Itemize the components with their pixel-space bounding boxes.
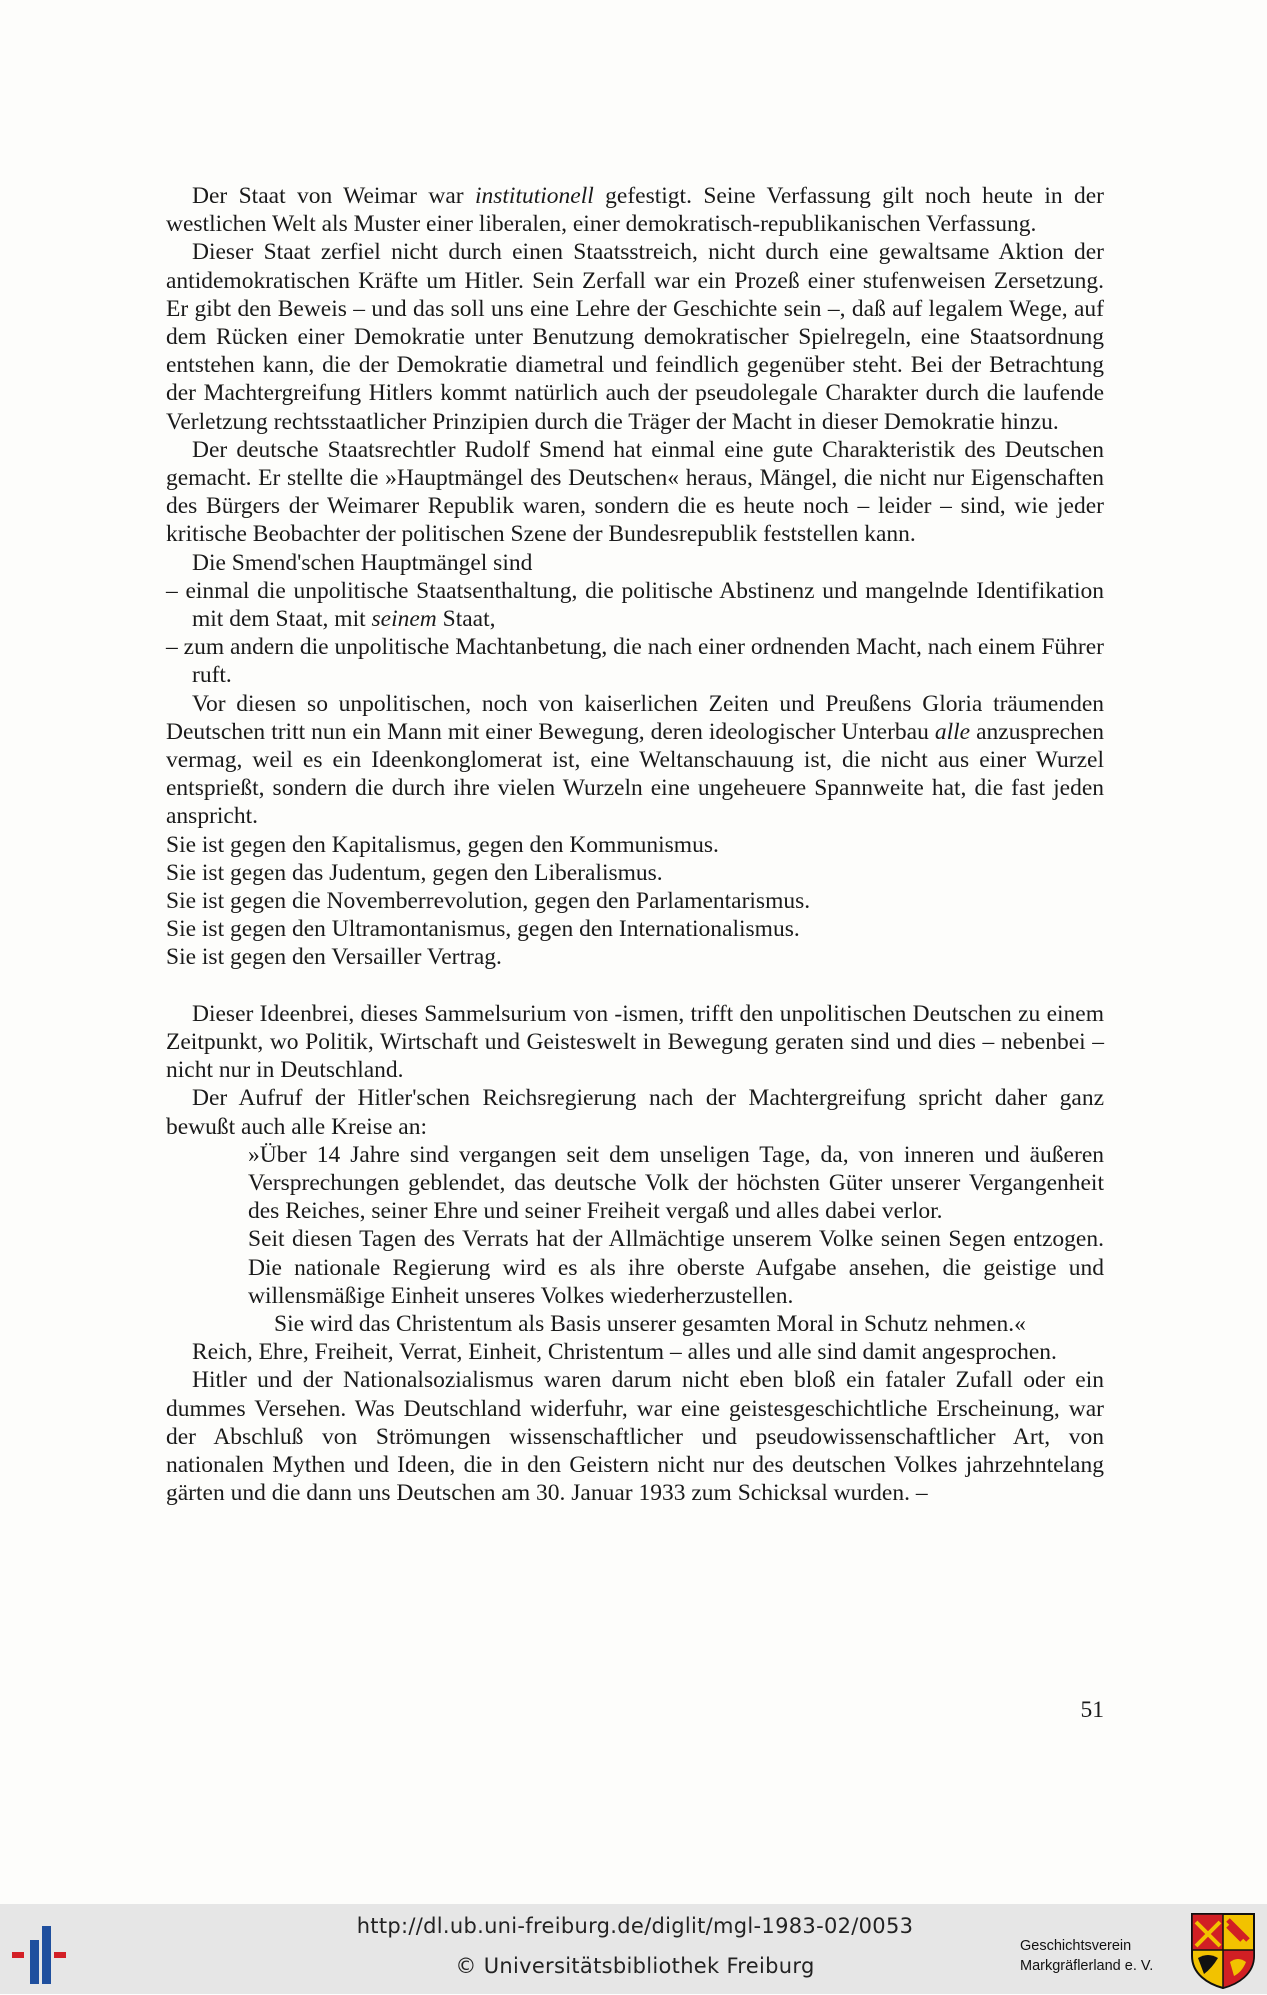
body-text xyxy=(166,182,1104,1507)
statement-line: Sie ist gegen den Kapitalismus, gegen den Kommunismus. xyxy=(166,831,719,858)
page-number: 51 xyxy=(1080,1697,1104,1723)
quote-paragraph: Sie wird das Christentum als Basis unserer gesamten Moral in Schutz nehmen.« xyxy=(274,1310,1026,1337)
paragraph xyxy=(166,182,1104,238)
paragraph: Dieser Staat zerfiel nicht durch einen Staatsstreich, nicht durch eine gewaltsame Aktion der antidemokratischen Kräfte um Hitler. Sein Zerfall war ein Prozeß einer stufenweisen Zersetzung. Er gibt den Beweis – und das soll uns eine Lehre der Geschichte sein –, daß auf legalem Wege, auf dem Rücken einer Demokratie unter Benutzung demokratischer Spielregeln, eine Staatsordnung entstehen kann, die der Demokratie diametral und feindlich gegenüber steht. Bei der Betrachtung der Machtergreifung Hitlers kommt natürlich auch der pseudolegale Charakter durch die laufende Verletzung rechtsstaatlicher Prinzipien durch die Träger der Macht in dieser Demokratie hinzu. xyxy=(166,239,1104,435)
statement-line: Sie ist gegen den Versailler Vertrag. xyxy=(166,944,502,971)
emphasis: seinem xyxy=(371,606,437,633)
text-span: – einmal die unpolitische Staatsenthaltung, die politische Abstinenz und mangelnde Identifikation mit dem Staat, mit xyxy=(166,577,1104,633)
emphasis: alle xyxy=(934,718,971,745)
text-span: gefestigt. Seine Verfassung gilt noch heute in der westlichen Welt als Muster einer liberalen, einer demokratisch-republikanischen Verfassung. xyxy=(166,183,1105,238)
text-span: anzusprechen vermag, weil es ein Ideenkonglomerat ist, eine Weltanschauung ist, die nicht aus einer Wurzel entsprießt, sondern die durch ihre vielen Wurzeln eine ungeheuere Spannweite hat, die fast jeden anspricht. xyxy=(166,718,1105,830)
spacer xyxy=(166,972,1104,1000)
paragraph: Reich, Ehre, Freiheit, Verrat, Einheit, Christentum – alles und alle sind damit angesprochen. xyxy=(192,1339,1057,1366)
society-name-line: Markgräflerland e. V. xyxy=(1020,1958,1154,1974)
list-item xyxy=(166,577,1104,633)
ub-freiburg-logo-icon[interactable] xyxy=(12,1926,82,1984)
quote-paragraph: »Über 14 Jahre sind vergangen seit dem unseligen Tage, da, von inneren und äußeren Versprechungen geblendet, das deutsche Volk der höchsten Güter unserer Vergangenheit des Reiches, seiner Ehre und seiner Freiheit vergaß und alles dabei verlor. xyxy=(248,1141,1104,1225)
paragraph: Der Aufruf der Hitler'schen Reichsregierung nach der Machtergreifung spricht daher ganz bewußt auch alle Kreise an: xyxy=(166,1085,1104,1140)
statement-line: Sie ist gegen die Novemberrevolution, gegen den Parlamentarismus. xyxy=(166,888,811,915)
paragraph xyxy=(166,690,1104,831)
paragraph: Hitler und der Nationalsozialismus waren darum nicht eben bloß ein fataler Zufall oder ein dummes Versehen. Was Deutschland widerfuhr, war eine geistesgeschichtliche Erscheinung, war der Abschluß von Strömungen wissenschaftlicher und pseudowissenschaftlicher Art, von nationalen Mythen und Ideen, die in den Geistern nicht nur des deutschen Volkes jahrzehntelang gärten und die dann uns Deutschen am 30. Januar 1933 zum Schicksal wurden. – xyxy=(166,1367,1104,1507)
list-item: – zum andern die unpolitische Machtanbetung, die nach einer ordnenden Macht, nach einem Führer ruft. xyxy=(166,634,1104,689)
paragraph: Die Smend'schen Hauptmängel sind xyxy=(192,549,533,576)
statement-line: Sie ist gegen den Ultramontanismus, gegen den Internationalismus. xyxy=(166,916,800,943)
paragraph: Dieser Ideenbrei, dieses Sammelsurium von -ismen, trifft den unpolitischen Deutschen zu einem Zeitpunkt, wo Politik, Wirtschaft und Geisteswelt in Bewegung geraten sind und dies – nebenbei – nicht nur in Deutschland. xyxy=(166,1000,1104,1084)
emphasis: institutionell xyxy=(474,183,594,209)
permalink-url[interactable]: http://dl.ub.uni-freiburg.de/diglit/mgl-1983-02/0053 xyxy=(356,1914,914,1938)
text-span: Vor diesen so unpolitischen, noch von kaiserlichen Zeiten und Preußens Gloria träumenden Deutschen tritt nun ein Mann mit einer Bewegung, deren ideologischer Unterbau xyxy=(166,690,1104,745)
paragraph: Der deutsche Staatsrechtler Rudolf Smend hat einmal eine gute Charakteristik des Deutschen gemacht. Er stellte die »Hauptmängel des Deutschen« heraus, Mängel, die nicht nur Eigenschaften des Bürgers der Weimarer Republik waren, sondern die es heute noch – leider – sind, wie jeder kritische Beobachter der politischen Szene der Bundesrepublik feststellen kann. xyxy=(166,436,1104,548)
statement-line: Sie ist gegen das Judentum, gegen den Liberalismus. xyxy=(166,859,663,886)
copyright-notice: © Universitätsbibliothek Freiburg xyxy=(455,1954,815,1978)
quote-paragraph: Seit diesen Tagen des Verrats hat der Allmächtige unserem Volke seinen Segen entzogen. Die nationale Regierung wird es als ihre oberste Aufgabe ansehen, die geistige und willensmäßige Einheit unseres Volkes wiederherzustellen. xyxy=(248,1226,1104,1309)
text-span: Der Staat von Weimar war xyxy=(192,183,475,209)
viewer-footer xyxy=(0,1904,1267,1994)
markgraeflerland-crest-icon[interactable] xyxy=(1190,1912,1256,1990)
society-name[interactable] xyxy=(1020,1936,1200,1976)
society-name-line: Geschichtsverein xyxy=(1020,1938,1132,1954)
block-quote xyxy=(166,1141,1104,1338)
text-span: Staat, xyxy=(436,606,496,633)
